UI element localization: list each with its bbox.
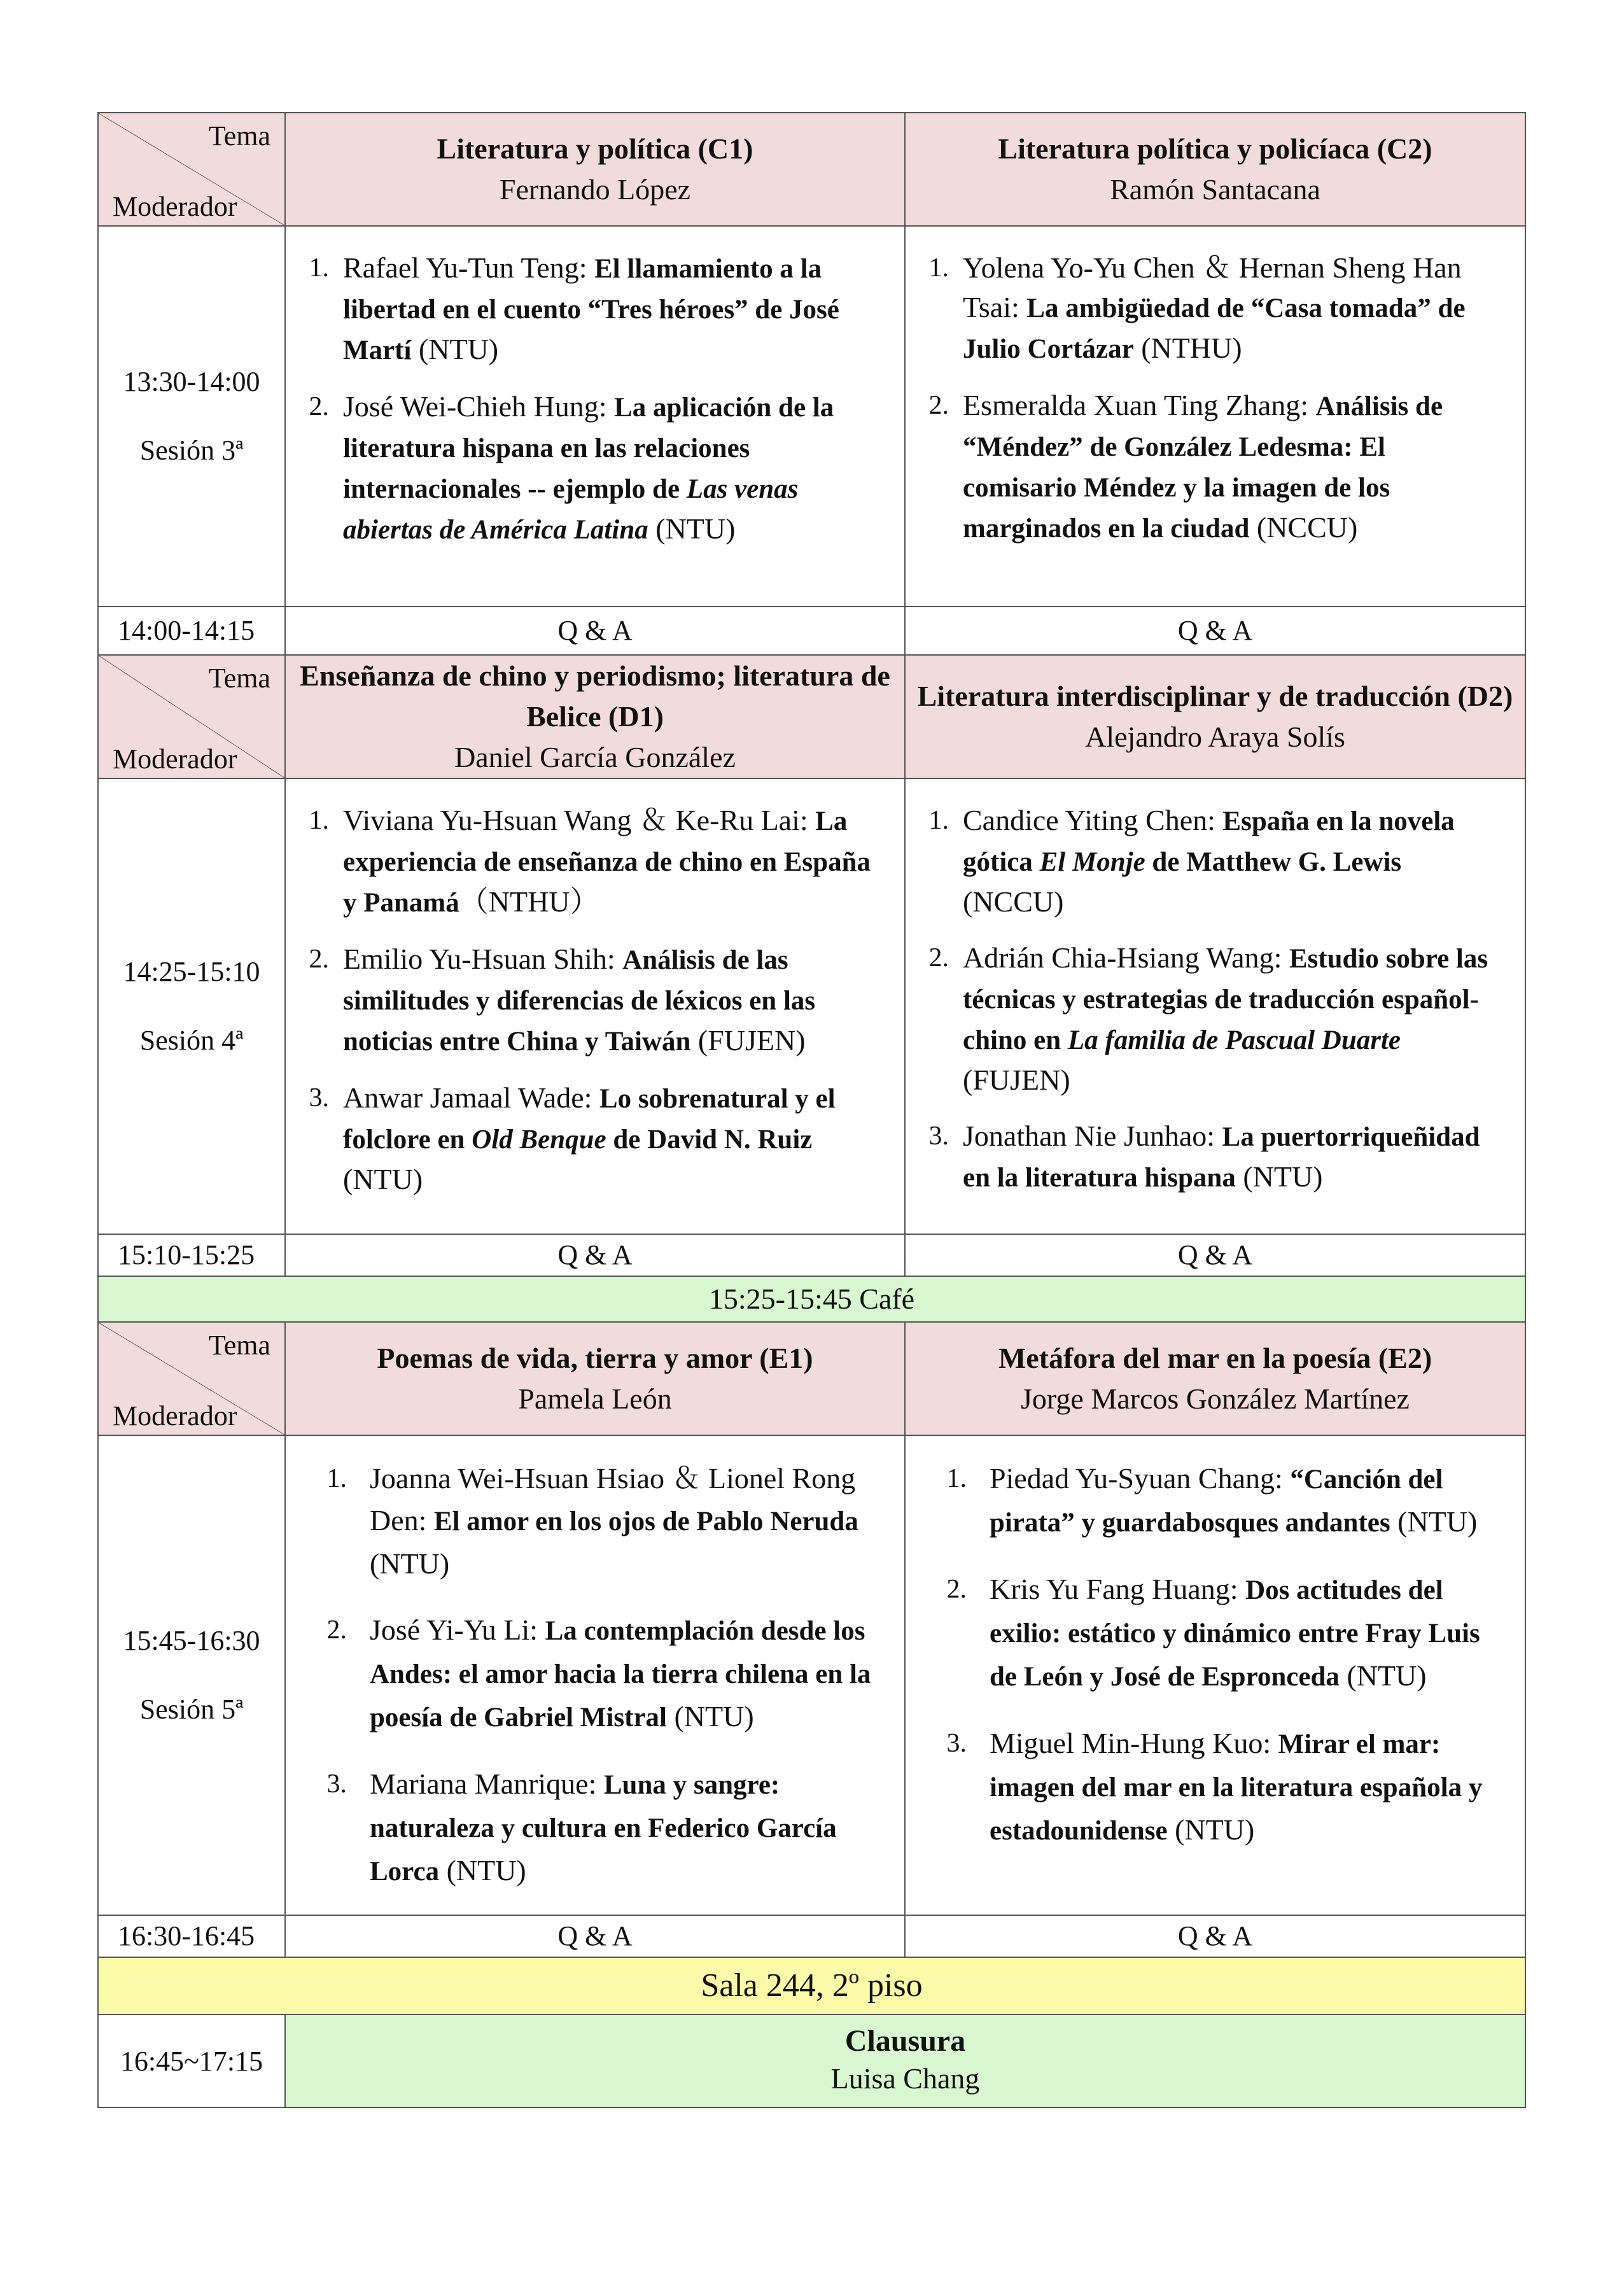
talk-item xyxy=(906,801,1499,922)
talk-list xyxy=(906,779,1525,1220)
talk-title: Mirar el mar: imagen del mar en la literatura española y estadounidense xyxy=(990,1729,1483,1846)
talk-text xyxy=(963,386,1499,549)
corner-tema-label: Tema xyxy=(208,1330,270,1361)
talk-author: Anwar Jamaal Wade: xyxy=(343,1081,599,1114)
talk-title: La ambigüedad de “Casa tomada” de Julio Cortázar xyxy=(963,293,1466,364)
talk-author: José Wei-Chieh Hung: xyxy=(343,390,615,423)
talk-text xyxy=(990,1722,1499,1852)
talks-c2 xyxy=(905,226,1525,607)
talk-number: 2. xyxy=(928,391,949,420)
talk-list xyxy=(286,227,904,572)
talk-item xyxy=(286,1763,879,1893)
talk-number: 3. xyxy=(326,1769,347,1799)
talk-author: Kris Yu Fang Huang: xyxy=(990,1573,1246,1605)
talk-author: Esmeralda Xuan Ting Zhang: xyxy=(963,389,1316,421)
room-banner: Sala 244, 2º piso xyxy=(98,1957,1525,2014)
talk-item xyxy=(286,1458,879,1585)
talk-institution: (FUJEN) xyxy=(963,1064,1070,1096)
talk-item xyxy=(906,248,1499,369)
topic-title: Literatura interdisciplinar y de traducción (D2) xyxy=(917,680,1513,712)
talk-author: Joanna Wei-Hsuan Hsiao ＆ Lionel Rong Den: xyxy=(370,1462,856,1536)
talk-number: 3. xyxy=(946,1729,967,1758)
talk-author: Miguel Min-Hung Kuo: xyxy=(990,1727,1278,1759)
session-label: Sesión 5ª xyxy=(139,1694,244,1725)
talk-author: Candice Yiting Chen: xyxy=(963,804,1223,836)
talk-title: La experiencia de enseñanza de chino en España y Panamá xyxy=(343,806,871,918)
talks-d2 xyxy=(905,778,1525,1234)
talk-number: 1. xyxy=(326,1464,347,1493)
cafe-break: 15:25-15:45 Café xyxy=(98,1276,1525,1322)
talk-institution: (NCCU) xyxy=(1249,511,1358,544)
talk-text xyxy=(963,801,1499,922)
talk-title-italic: Old Benque xyxy=(472,1125,606,1155)
talk-text xyxy=(990,1458,1499,1544)
topic-c2 xyxy=(905,113,1525,226)
talk-text xyxy=(343,248,879,370)
qa-row xyxy=(98,1915,1525,1957)
talk-text xyxy=(343,387,879,550)
session-label: Sesión 4ª xyxy=(139,1025,244,1056)
closing-row xyxy=(98,2014,1525,2107)
corner-cell xyxy=(98,655,285,778)
talk-title-end: de Matthew G. Lewis xyxy=(1145,847,1402,877)
talk-institution: (NTU) xyxy=(648,512,736,545)
qa-label: Q & A xyxy=(905,607,1525,655)
topic-e1 xyxy=(285,1322,905,1435)
talk-number: 2. xyxy=(946,1575,967,1604)
talk-text xyxy=(963,1116,1499,1198)
topic-c1 xyxy=(285,113,905,226)
talk-institution: (NTU) xyxy=(666,1700,754,1733)
session-time-cell xyxy=(98,226,285,607)
corner-moderador-label: Moderador xyxy=(113,1400,237,1431)
talk-text xyxy=(963,938,1499,1100)
talk-institution: (NTU) xyxy=(1235,1160,1323,1193)
talk-item xyxy=(906,1722,1499,1852)
session-time-cell xyxy=(98,778,285,1234)
topic-moderator: Jorge Marcos González Martínez xyxy=(1021,1382,1410,1415)
topic-moderator: Daniel García González xyxy=(454,741,736,773)
talk-number: 3. xyxy=(928,1121,949,1151)
talk-title: El llamamiento a la libertad en el cuento “Tres héroes” de José Martí xyxy=(343,254,839,365)
talks-c1 xyxy=(285,226,905,607)
talk-number: 3. xyxy=(309,1083,329,1113)
talk-number: 1. xyxy=(309,806,329,835)
talk-item xyxy=(286,801,879,923)
talks-d1 xyxy=(285,778,905,1234)
talk-institution: （NTHU） xyxy=(459,885,599,918)
talk-title: Lo sobrenatural y el folclore en xyxy=(343,1084,836,1155)
session-row xyxy=(98,226,1525,607)
talk-item xyxy=(286,387,879,550)
qa-label: Q & A xyxy=(905,1915,1525,1957)
topic-title: Literatura y política (C1) xyxy=(437,132,753,165)
talk-list xyxy=(286,1436,904,1915)
talk-number: 2. xyxy=(928,943,949,973)
qa-row xyxy=(98,1234,1525,1276)
talk-institution: (NTU) xyxy=(439,1854,526,1887)
qa-label: Q & A xyxy=(285,1915,905,1957)
session-time: 15:45-16:30 xyxy=(123,1625,260,1656)
corner-moderador-label: Moderador xyxy=(113,191,237,222)
talk-title: La puertorriqueñidad en la literatura hispana xyxy=(963,1122,1480,1193)
talk-list xyxy=(906,227,1525,570)
qa-time: 14:00-14:15 xyxy=(98,607,285,655)
talk-title: Luna y sangre: naturaleza y cultura en Federico García Lorca xyxy=(370,1770,837,1887)
corner-tema-label: Tema xyxy=(208,120,270,151)
session-row xyxy=(98,778,1525,1234)
talk-text xyxy=(370,1763,879,1893)
talk-number: 1. xyxy=(309,253,329,283)
talk-item xyxy=(906,1116,1499,1198)
closing-time: 16:45~17:15 xyxy=(98,2014,285,2107)
talk-text xyxy=(990,1568,1499,1698)
talk-title: La contemplación desde los Andes: el amor hacia la tierra chilena en la poesía de Gabriel Mistral xyxy=(370,1616,871,1733)
talk-item xyxy=(286,1609,879,1739)
talk-author: José Yi-Yu Li: xyxy=(370,1614,545,1646)
talk-list xyxy=(906,1436,1525,1874)
talk-title-italic: La familia de Pascual Duarte xyxy=(1067,1025,1401,1055)
talk-text xyxy=(370,1609,879,1739)
talk-institution: (FUJEN) xyxy=(690,1024,806,1057)
topic-d1 xyxy=(285,655,905,778)
topic-title: Metáfora del mar en la poesía (E2) xyxy=(998,1342,1432,1374)
talk-item xyxy=(906,938,1499,1100)
talk-item xyxy=(286,1078,879,1199)
talk-number: 2. xyxy=(309,945,329,974)
qa-time: 16:30-16:45 xyxy=(98,1915,285,1957)
talks-e1 xyxy=(285,1435,905,1915)
session-time-cell xyxy=(98,1435,285,1915)
talk-institution: (NCCU) xyxy=(963,885,1064,918)
talk-title: Análisis de “Méndez” de González Ledesma: El comisario Méndez y la imagen de los marginados en la ciudad xyxy=(963,391,1443,544)
talk-title-italic: Las venas abiertas de América Latina xyxy=(343,474,799,545)
topic-moderator: Fernando López xyxy=(499,173,691,206)
corner-cell xyxy=(98,1322,285,1435)
topic-e2 xyxy=(905,1322,1525,1435)
talk-author: Rafael Yu-Tun Teng: xyxy=(343,251,594,284)
topic-moderator: Ramón Santacana xyxy=(1110,173,1320,206)
schedule-table xyxy=(97,112,1526,2108)
talk-title-end: de David N. Ruiz xyxy=(606,1125,813,1155)
talk-text xyxy=(343,801,879,923)
topic-moderator: Alejandro Araya Solís xyxy=(1085,721,1345,753)
talk-title-italic: El Monje xyxy=(1039,847,1145,877)
talk-institution: (NTU) xyxy=(343,1163,423,1195)
talk-title: España en la novela gótica xyxy=(963,806,1455,877)
talk-title: La aplicación de la literatura hispana en las relaciones internacionales -- ejemplo de xyxy=(343,393,834,504)
qa-time: 15:10-15:25 xyxy=(98,1234,285,1276)
closing-moderator: Luisa Chang xyxy=(830,2062,980,2095)
talk-author: Jonathan Nie Junhao: xyxy=(963,1120,1222,1152)
talk-number: 2. xyxy=(309,392,329,421)
talk-item xyxy=(906,1458,1499,1544)
corner-tema-label: Tema xyxy=(208,663,270,694)
talk-institution: (NTU) xyxy=(1339,1659,1427,1692)
sala-row xyxy=(98,1957,1525,2014)
closing-title: Clausura xyxy=(844,2024,966,2058)
talk-institution: (NTU) xyxy=(370,1547,450,1580)
topic-title: Poemas de vida, tierra y amor (E1) xyxy=(377,1342,813,1374)
talk-text xyxy=(343,1078,879,1199)
qa-label: Q & A xyxy=(285,607,905,655)
talk-institution: (NTU) xyxy=(1390,1505,1478,1538)
talks-e2 xyxy=(905,1435,1525,1915)
talk-text xyxy=(963,248,1499,369)
topic-row xyxy=(98,1322,1525,1435)
talk-institution: (NTU) xyxy=(411,333,499,365)
talk-title: Dos actitudes del exilio: estático y dinámico entre Fray Luis de León y José de Espronceda xyxy=(990,1575,1480,1692)
talk-author: Emilio Yu-Hsuan Shih: xyxy=(343,943,623,975)
talk-item xyxy=(286,939,879,1062)
talk-text xyxy=(343,939,879,1062)
talk-number: 1. xyxy=(946,1464,967,1493)
corner-moderador-label: Moderador xyxy=(113,743,237,775)
topic-moderator: Pamela León xyxy=(518,1382,672,1415)
talk-title: Estudio sobre las técnicas y estrategias de traducción español-chino en xyxy=(963,944,1488,1055)
qa-row xyxy=(98,607,1525,655)
talk-number: 2. xyxy=(326,1615,347,1645)
talk-item xyxy=(286,248,879,370)
qa-label: Q & A xyxy=(905,1234,1525,1276)
topic-row xyxy=(98,113,1525,226)
session-time: 14:25-15:10 xyxy=(123,956,260,987)
session-row xyxy=(98,1435,1525,1915)
talk-author: Adrián Chia-Hsiang Wang: xyxy=(963,941,1289,974)
talk-list xyxy=(286,779,904,1221)
talk-item xyxy=(906,1568,1499,1698)
cafe-row xyxy=(98,1276,1525,1322)
talk-author: Viviana Yu-Hsuan Wang ＆ Ke-Ru Lai: xyxy=(343,804,816,836)
talk-title: “Canción del pirata” y guardabosques andantes xyxy=(990,1465,1443,1538)
topic-title: Enseñanza de chino y periodismo; literatura de Belice (D1) xyxy=(300,659,890,733)
corner-cell xyxy=(98,113,285,226)
talk-author: Yolena Yo-Yu Chen ＆ Hernan Sheng Han Tsai: xyxy=(963,251,1462,323)
closing-cell xyxy=(285,2014,1525,2107)
talk-item xyxy=(906,386,1499,549)
talk-author: Piedad Yu-Syuan Chang: xyxy=(990,1462,1291,1494)
qa-label: Q & A xyxy=(285,1234,905,1276)
session-time: 13:30-14:00 xyxy=(123,366,260,397)
talk-author: Mariana Manrique: xyxy=(370,1768,604,1800)
talk-title: Análisis de las similitudes y diferencias de léxicos en las noticias entre China y Taiwán xyxy=(343,945,816,1057)
topic-row xyxy=(98,655,1525,778)
topic-d2 xyxy=(905,655,1525,778)
talk-text xyxy=(370,1458,879,1585)
topic-title: Literatura política y policíaca (C2) xyxy=(998,132,1432,165)
talk-institution: (NTHU) xyxy=(1133,332,1242,364)
talk-number: 1. xyxy=(928,253,949,283)
talk-institution: (NTU) xyxy=(1167,1813,1255,1846)
talk-number: 1. xyxy=(928,806,949,835)
session-label: Sesión 3ª xyxy=(139,435,244,466)
talk-title: El amor en los ojos de Pablo Neruda xyxy=(433,1507,858,1536)
